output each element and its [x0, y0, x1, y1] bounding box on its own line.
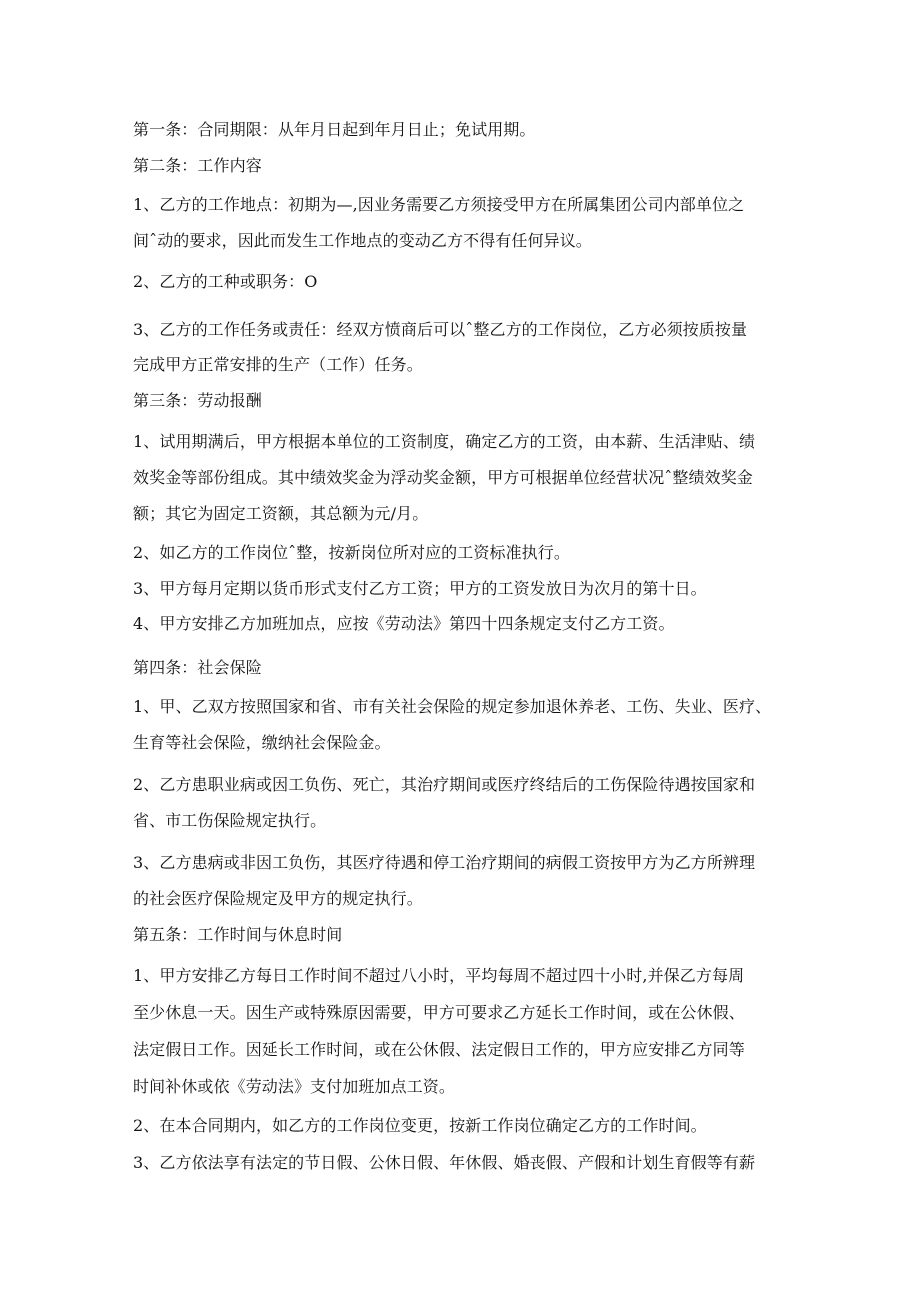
- clause-2-item-2: 2、乙方的工种或职务：O: [133, 272, 318, 291]
- clause-2-item-3-line-1: 3、乙方的工作任务或责任：经双方愤商后可以ˆ整乙方的工作岗位，乙方必须按质按量: [133, 320, 748, 339]
- clause-1-contract-term: 第一条：合同期限：从年月日起到年月日止；免试用期。: [133, 120, 536, 139]
- clause-5-heading: 第五条：工作时间与休息时间: [133, 925, 343, 944]
- clause-5-item-3-line-1: 3、乙方依法享有法定的节日假、公休日假、年休假、婚丧假、产假和计划生育假等有薪: [133, 1153, 756, 1172]
- clause-5-item-1-line-2: 至少休息一天。因生产或特殊原因需要，甲方可要求乙方延长工作时间，或在公休假、: [133, 1003, 745, 1022]
- clause-5-item-1-line-3: 法定假日工作。因延长工作时间，或在公休假、法定假日工作的，甲方应安排乙方同等: [133, 1040, 745, 1059]
- clause-2-heading: 第二条：工作内容: [133, 156, 262, 175]
- clause-4-item-2-line-2: 省、市工伤保险规定执行。: [133, 811, 327, 830]
- clause-5-item-1-line-1: 1、甲方安排乙方每日工作时间不超过八小时，平均每周不超过四十小时,并保乙方每周: [133, 966, 745, 985]
- clause-3-item-4: 4、甲方安排乙方加班加点，应按《劳动法》第四十四条规定支付乙方工资。: [133, 614, 675, 633]
- clause-3-item-2: 2、如乙方的工作岗位ˆ整，按新岗位所对应的工资标准执行。: [133, 543, 570, 562]
- clause-3-item-1-line-1: 1、试用期满后，甲方根据本单位的工资制度，确定乙方的工资，由本薪、生活津贴、绩: [133, 432, 756, 451]
- clause-5-item-1-line-4: 时间补休或依《劳动法》支付加班加点工资。: [133, 1077, 456, 1096]
- clause-3-item-3: 3、甲方每月定期以货币形式支付乙方工资；甲方的工资发放日为次月的第十日。: [133, 579, 707, 598]
- clause-4-item-3-line-2: 的社会医疗保险规定及甲方的规定执行。: [133, 889, 423, 908]
- clause-4-item-1-line-2: 生育等社会保险，缴纳社会保险金。: [133, 733, 391, 752]
- clause-4-item-3-line-1: 3、乙方患病或非因工负伤，其医疗待遇和停工治疗期间的病假工资按甲方为乙方所辨理: [133, 853, 756, 872]
- clause-4-item-2-line-1: 2、乙方患职业病或因工负伤、死亡，其治疗期间或医疗终结后的工伤保险待遇按国家和: [133, 775, 756, 794]
- clause-2-item-1-line-1: 1、乙方的工作地点：初期为—,因业务需要乙方须接受甲方在所属集团公司内部单位之: [133, 195, 745, 214]
- clause-4-item-1-line-1: 1、甲、乙双方按照国家和省、市有关社会保险的规定参加退休养老、工伤、失业、医疗、: [133, 697, 772, 716]
- clause-2-item-1-line-2: 间ˆ动的要求，因此而发生工作地点的变动乙方不得有任何异议。: [133, 231, 592, 250]
- clause-2-item-3-line-2: 完成甲方正常安排的生产（工作）任务。: [133, 355, 423, 374]
- clause-4-heading: 第四条：社会保险: [133, 658, 262, 677]
- clause-3-heading: 第三条：劳动报酬: [133, 391, 262, 410]
- clause-5-item-2: 2、在本合同期内，如乙方的工作岗位变更，按新工作岗位确定乙方的工作时间。: [133, 1116, 707, 1135]
- clause-3-item-1-line-3: 额；其它为固定工资额，其总额为元/月。: [133, 504, 429, 523]
- clause-3-item-1-line-2: 效奖金等部份组成。其中绩效奖金为浮动奖金额，甲方可根据单位经营状况ˆ整绩效奖金: [133, 468, 753, 487]
